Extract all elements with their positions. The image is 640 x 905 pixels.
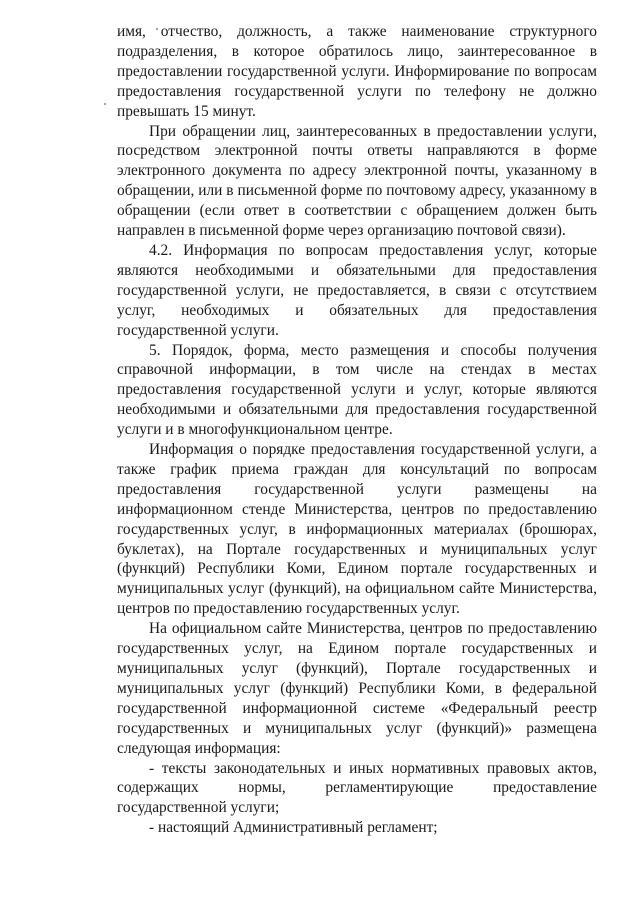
paragraph-7: - тексты законодательных и иных нормативных правовых актов, содержащих нормы, регламентирующие предоставление государственной услуги; <box>117 759 597 817</box>
scan-speck <box>104 103 106 105</box>
paragraph-6: На официальном сайте Министерства, центров по предоставлению государственных услуг, на Едином портале государственных и муниципальных услуг (функций), Портале государственных и муниципальных услуг (функций) Республики Коми, в федеральной государственной информационной системе «Федеральный реестр государственных и муниципальных услуг (функций)» размещена следующая информация: <box>117 620 597 757</box>
paragraph-2: При обращении лиц, заинтересованных в предоставлении услуги, посредством электронной почты ответы направляются в форме электронного документа по адресу электронной почты, указанному в обращении, или в письменной форме по почтовому адресу, указанному в обращении (если ответ в соответствии с обращением должен быть направлен в письменной форме через организацию почтовой связи). <box>117 122 597 240</box>
paragraph-8: - настоящий Административный регламент; <box>149 819 438 837</box>
document-body <box>117 22 597 838</box>
paragraph-4: 5. Порядок, форма, место размещения и способы получения справочной информации, в том числе на стендах в местах предоставления государственной услуги и услуг, которые являются необходимыми и обязательными для предоставления государственной услуги и в многофункциональном центре. <box>117 341 597 439</box>
paragraph-3: 4.2. Информация по вопросам предоставления услуг, которые являются необходимыми и обязательными для предоставления государственной услуги, не предоставляется, в связи с отсутствием услуг, необходимых и обязательных для предоставления государственной услуги. <box>117 241 597 339</box>
paragraph-5: Информация о порядке предоставления государственной услуги, а также график приема граждан для консультаций по вопросам предоставления государственной услуги размещены на информационном стенде Министерства, центров по предоставлению государственных услуг, в информационных материалах (брошюрах, буклетах), на Портале государственных и муниципальных услуг (функций) Республики Коми, Едином портале государственных и муниципальных услуг (функций), на официальном сайте Министерства, центров по предоставлению государственных услуг. <box>117 441 597 618</box>
paragraph-1: имя, отчество, должность, а также наименование структурного подразделения, в которое обратилось лицо, заинтересованное в предоставлении государственной услуги. Информирование по вопросам предоставления государственной услуги по телефону не должно превышать 15 минут. <box>117 23 597 120</box>
